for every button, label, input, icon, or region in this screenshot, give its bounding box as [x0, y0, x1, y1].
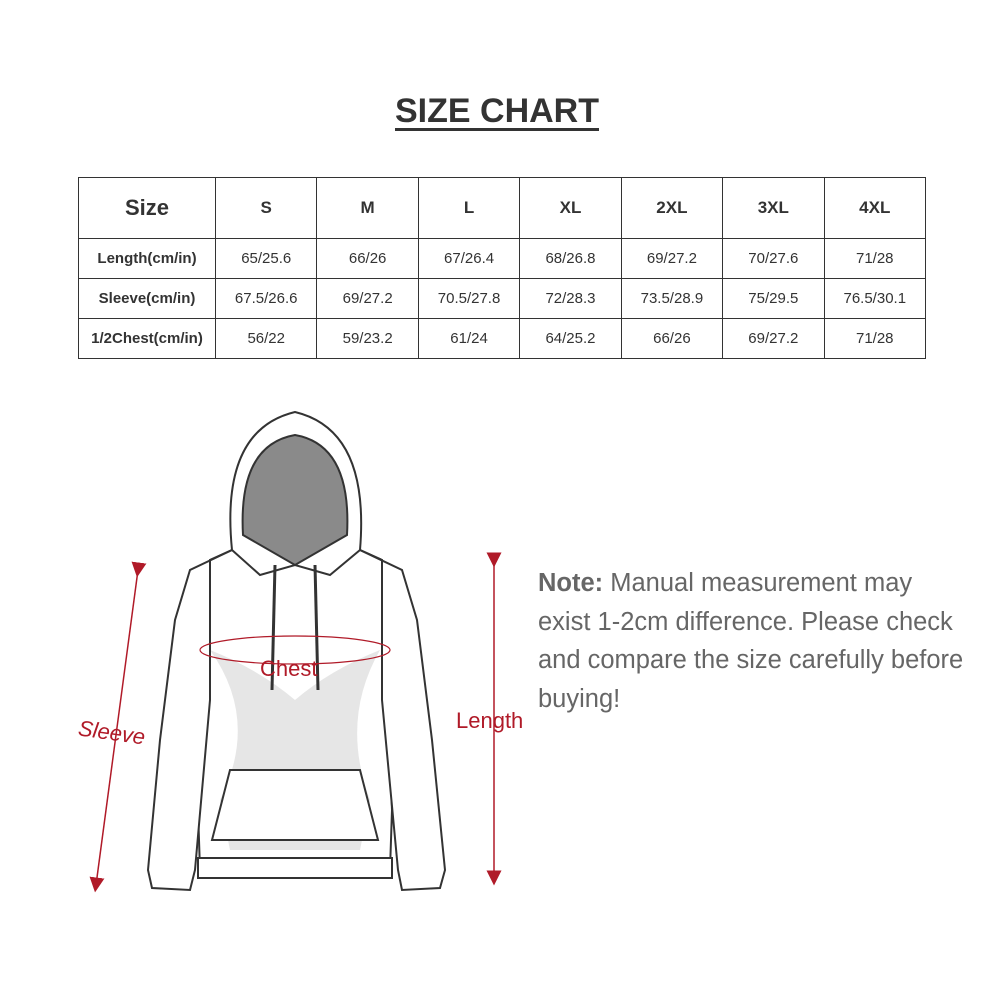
note-text: Manual measurement may exist 1-2cm difference. Please check and compare the size carefully before buying!: [538, 569, 964, 713]
table-row-chest: [79, 319, 926, 359]
header-cell: XL: [520, 178, 621, 239]
table-cell: 70.5/27.8: [418, 279, 519, 319]
table-cell: 75/29.5: [723, 279, 824, 319]
table-header-row: [79, 178, 926, 239]
table-cell: 72/28.3: [520, 279, 621, 319]
table-cell: 56/22: [216, 319, 317, 359]
header-cell: L: [418, 178, 519, 239]
table-cell: 65/25.6: [216, 239, 317, 279]
measurement-note: [538, 564, 968, 718]
hoodie-figure: [60, 400, 540, 920]
table-row-length: [79, 239, 926, 279]
header-cell: S: [216, 178, 317, 239]
hoodie-hem: [198, 858, 392, 878]
hoodie-pocket: [212, 770, 378, 840]
page-title: SIZE CHART: [395, 92, 599, 130]
length-label: Length: [456, 708, 524, 733]
table-cell: 68/26.8: [520, 239, 621, 279]
table-cell: 66/26: [317, 239, 418, 279]
header-cell: 2XL: [621, 178, 722, 239]
table-cell: 76.5/30.1: [824, 279, 925, 319]
table-cell: 66/26: [621, 319, 722, 359]
row-label: Length(cm/in): [79, 239, 216, 279]
table-cell: 69/27.2: [621, 239, 722, 279]
row-label: Sleeve(cm/in): [79, 279, 216, 319]
table-cell: 64/25.2: [520, 319, 621, 359]
header-cell-size: Size: [79, 178, 216, 239]
table-cell: 69/27.2: [317, 279, 418, 319]
table-cell: 61/24: [418, 319, 519, 359]
chest-label: Chest: [260, 656, 318, 681]
sleeve-label: Sleeve: [76, 715, 147, 750]
header-cell: M: [317, 178, 418, 239]
header-cell: 4XL: [824, 178, 925, 239]
note-label: Note:: [538, 569, 604, 597]
table-cell: 71/28: [824, 319, 925, 359]
table-cell: 67.5/26.6: [216, 279, 317, 319]
table-cell: 69/27.2: [723, 319, 824, 359]
table-cell: 73.5/28.9: [621, 279, 722, 319]
table-cell: 59/23.2: [317, 319, 418, 359]
row-label: 1/2Chest(cm/in): [79, 319, 216, 359]
size-table: [78, 177, 926, 359]
header-cell: 3XL: [723, 178, 824, 239]
table-cell: 70/27.6: [723, 239, 824, 279]
table-cell: 71/28: [824, 239, 925, 279]
table-cell: 67/26.4: [418, 239, 519, 279]
table-row-sleeve: [79, 279, 926, 319]
